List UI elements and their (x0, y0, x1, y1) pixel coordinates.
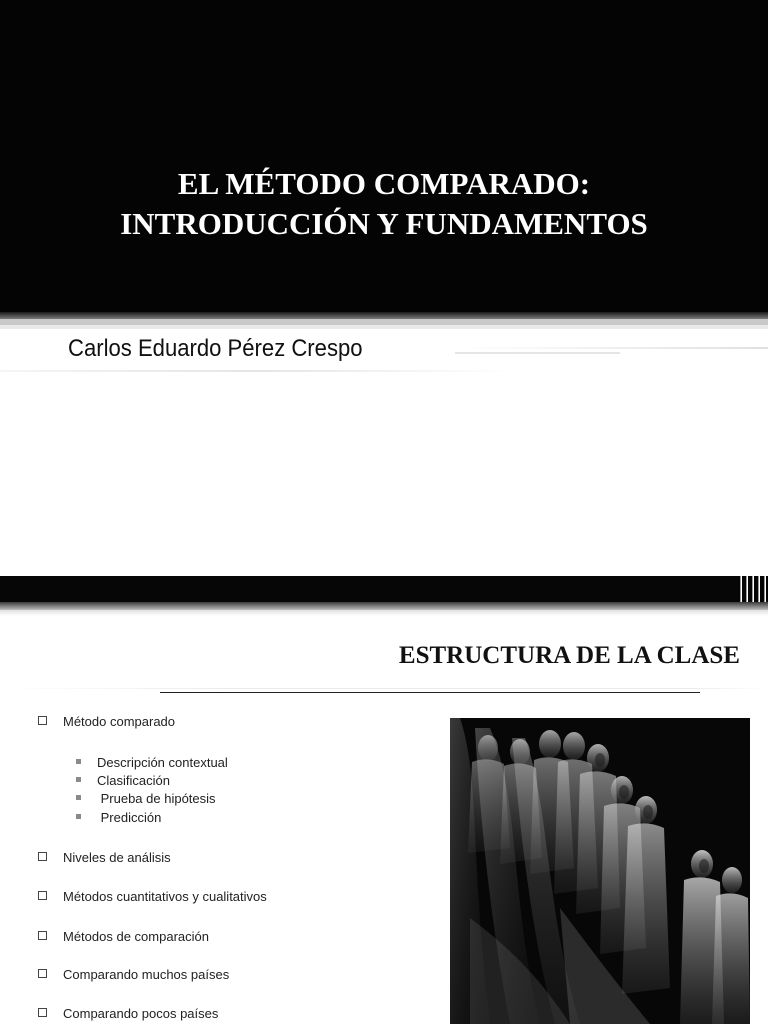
list-item-label: Comparando muchos países (63, 967, 230, 982)
decorative-band (0, 610, 768, 616)
title-background (0, 0, 768, 312)
hollow-square-bullet-icon (38, 969, 47, 978)
decorative-streak (455, 347, 768, 349)
hollow-square-bullet-icon (38, 852, 47, 861)
slide-title-line-2: INTRODUCCIÓN Y FUNDAMENTOS (120, 206, 648, 241)
sub-list-item-label: Descripción contextual (97, 755, 228, 770)
decorative-line (0, 688, 768, 689)
filled-square-bullet-icon (76, 777, 81, 782)
decorative-band (0, 312, 768, 319)
slide-title (0, 164, 768, 244)
list-item-label: Método comparado (63, 714, 176, 729)
filled-square-bullet-icon (76, 814, 81, 819)
hollow-square-bullet-icon (38, 716, 47, 725)
sub-list-item-label: Predicción (97, 810, 162, 825)
list-item-label: Métodos de comparación (63, 929, 209, 944)
header-bar (0, 576, 768, 602)
decorative-band (0, 602, 768, 610)
list-item-label: Niveles de análisis (63, 850, 171, 865)
author-name: Carlos Eduardo Pérez Crespo (68, 335, 363, 362)
slide-title-line-1: EL MÉTODO COMPARADO: (177, 166, 591, 201)
list-item-label: Comparando pocos países (63, 1006, 219, 1021)
filled-square-bullet-icon (76, 759, 81, 764)
decorative-streak (0, 370, 515, 372)
title-underline (160, 692, 700, 693)
decorative-streak (455, 352, 620, 354)
agenda-title: ESTRUCTURA DE LA CLASE (398, 642, 740, 669)
filled-square-bullet-icon (76, 795, 81, 800)
sub-list-item-label: Clasificación (97, 773, 170, 788)
sub-list-item-label: Prueba de hipótesis (97, 791, 216, 806)
hollow-square-bullet-icon (38, 1008, 47, 1017)
decorative-band (0, 325, 768, 329)
decorative-stripes (738, 576, 768, 602)
list-item-label: Métodos cuantitativos y cualitativos (63, 889, 267, 904)
multi-exposure-photo (450, 718, 750, 1024)
agenda-slide (0, 576, 768, 1024)
hollow-square-bullet-icon (38, 931, 47, 940)
hollow-square-bullet-icon (38, 891, 47, 900)
